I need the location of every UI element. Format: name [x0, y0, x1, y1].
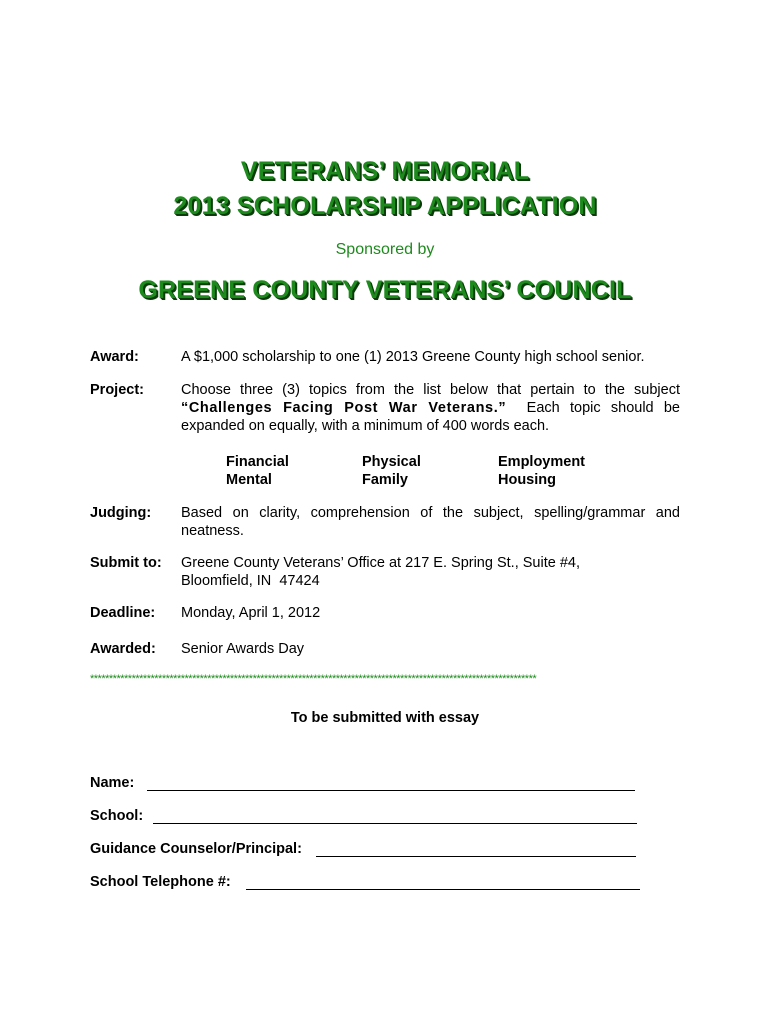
topic-item: Housing [498, 472, 556, 488]
awarded-label: Awarded: [90, 641, 156, 657]
submit-value [181, 554, 680, 590]
sponsored-by: Sponsored by [335, 241, 435, 258]
star-separator: ********************************************************************************************************************** [90, 673, 537, 685]
guidance-label: Guidance Counselor/Principal: [90, 841, 302, 857]
submit-label: Submit to: [90, 555, 162, 571]
award-label: Award: [90, 349, 139, 365]
school-label: School: [90, 808, 144, 824]
title-line-2: 2013 SCHOLARSHIP APPLICATION [173, 192, 597, 220]
awarded-value: Senior Awards Day [181, 641, 305, 657]
name-label: Name: [90, 775, 135, 791]
project-value [181, 381, 685, 435]
form-heading: To be submitted with essay [290, 710, 480, 726]
topic-item: Physical [362, 454, 421, 470]
submit-address-line-2: Bloomfield, IN 47424 [181, 573, 320, 589]
school-input-line[interactable] [153, 823, 637, 824]
telephone-label: School Telephone #: [90, 874, 231, 890]
deadline-value: Monday, April 1, 2012 [181, 605, 321, 621]
deadline-label: Deadline: [90, 605, 156, 621]
project-subject: “Challenges Facing Post War Veterans.” [181, 400, 507, 416]
topic-item: Mental [226, 472, 272, 488]
council-name: GREENE COUNTY VETERANS’ COUNCIL [138, 276, 632, 304]
title-line-1: VETERANS’ MEMORIAL [240, 157, 530, 185]
submit-address-line-1: Greene County Veterans’ Office at 217 E. Spring St., Suite #4, [181, 555, 580, 571]
project-text-start: Choose three (3) topics from the list below that pertain to the subject [181, 382, 680, 398]
project-label: Project: [90, 382, 144, 398]
topic-item: Employment [498, 454, 586, 470]
topic-item: Family [362, 472, 408, 488]
topic-column-3 [498, 453, 585, 489]
project-text-end: Each topic should be expanded on equally, with a minimum of 400 words each. [181, 400, 685, 434]
guidance-input-line[interactable] [316, 856, 636, 857]
name-input-line[interactable] [147, 790, 635, 791]
award-value: A $1,000 scholarship to one (1) 2013 Greene County high school senior. [181, 349, 645, 365]
telephone-input-line[interactable] [246, 889, 640, 890]
topic-column-1 [226, 453, 289, 489]
judging-label: Judging: [90, 505, 152, 521]
topic-item: Financial [226, 454, 289, 470]
judging-value: Based on clarity, comprehension of the subject, spelling/grammar and neatness. [181, 505, 680, 539]
topic-column-2 [362, 453, 421, 489]
